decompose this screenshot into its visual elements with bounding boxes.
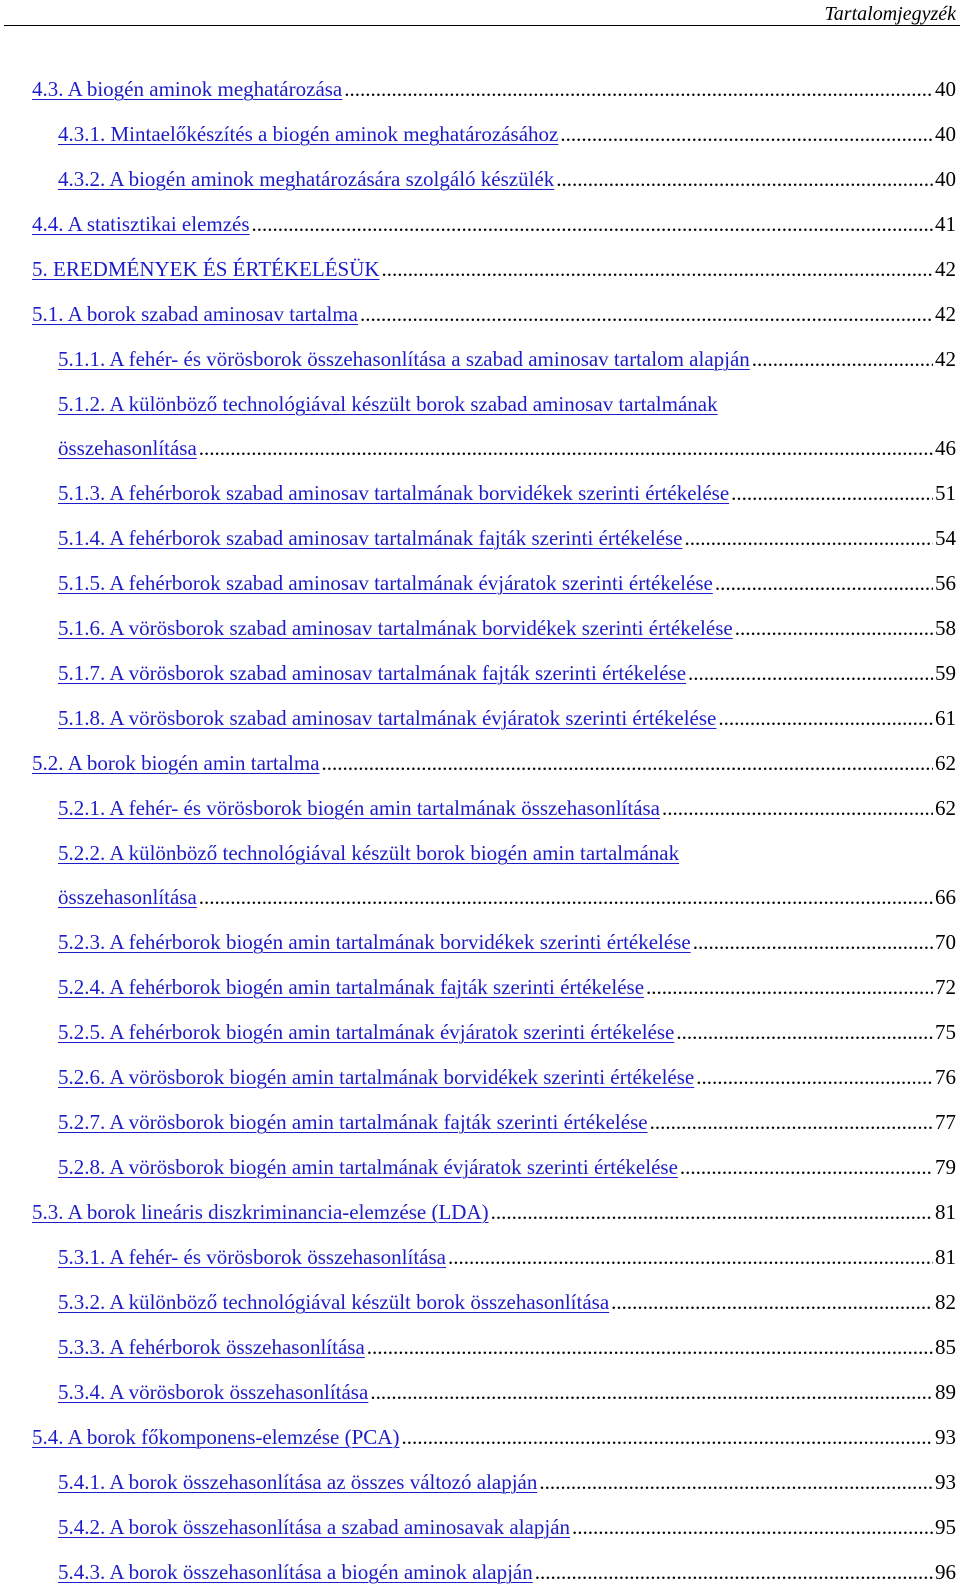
header-rule <box>4 25 960 26</box>
dot-leader <box>662 786 933 831</box>
toc-entry <box>0 920 960 965</box>
toc-entry <box>0 1460 960 1505</box>
dot-leader <box>688 651 933 696</box>
toc-entry <box>0 696 960 741</box>
dot-leader <box>382 247 933 292</box>
dot-leader <box>539 1460 933 1505</box>
page-number: 62 <box>935 751 956 775</box>
page-number: 79 <box>935 1155 956 1179</box>
toc-entry <box>0 202 960 247</box>
toc-entry <box>0 786 960 831</box>
toc-entry <box>0 741 960 786</box>
toc-entry-link[interactable]: összehasonlítása <box>58 885 197 909</box>
page-number: 93 <box>935 1470 956 1494</box>
toc-entry-link[interactable]: 5.1.3. A fehérborok szabad aminosav tartalmának borvidékek szerinti értékelése <box>58 481 730 505</box>
page-number: 54 <box>935 526 956 550</box>
page-number: 75 <box>935 1020 956 1044</box>
toc-entry-link[interactable]: 5.2. A borok biogén amin tartalma <box>32 751 320 775</box>
dot-leader <box>685 516 933 561</box>
toc-entry-link[interactable]: 5.4.3. A borok összehasonlítása a biogén aminok alapján <box>58 1560 533 1584</box>
toc-entry <box>0 516 960 561</box>
toc-entry-continuation <box>0 875 960 920</box>
toc-entry-link[interactable]: 5.3.4. A vörösborok összehasonlítása <box>58 1380 369 1404</box>
page-number: 46 <box>935 436 956 460</box>
toc-entry <box>0 1370 960 1415</box>
page-number: 85 <box>935 1335 956 1359</box>
toc-entry-link[interactable]: 5.2.3. A fehérborok biogén amin tartalmának borvidékek szerinti értékelése <box>58 930 691 954</box>
dot-leader <box>680 1145 933 1190</box>
dot-leader <box>401 1415 933 1460</box>
page-number: 81 <box>935 1200 956 1224</box>
dot-leader <box>448 1235 933 1280</box>
dot-leader <box>731 471 933 516</box>
toc-entry <box>0 1010 960 1055</box>
page-number: 77 <box>935 1110 956 1134</box>
page-number: 72 <box>935 975 956 999</box>
toc-entry <box>0 292 960 337</box>
toc-entry <box>0 471 960 516</box>
toc-entry-link[interactable]: 5.2.2. A különböző technológiával készült borok biogén amin tartalmának <box>58 841 680 865</box>
dot-leader <box>718 696 933 741</box>
toc-entry <box>0 1100 960 1145</box>
toc-entry-link[interactable]: 5.1.8. A vörösborok szabad aminosav tartalmának évjáratok szerinti értékelése <box>58 706 717 730</box>
dot-leader <box>199 875 933 920</box>
toc-entry-link[interactable]: 5.2.6. A vörösborok biogén amin tartalmának borvidékek szerinti értékelése <box>58 1065 695 1089</box>
toc-entry <box>0 382 960 426</box>
page-number: 82 <box>935 1290 956 1314</box>
dot-leader <box>676 1010 933 1055</box>
page-number: 40 <box>935 122 956 146</box>
dot-leader <box>252 202 933 247</box>
toc-entry <box>0 247 960 292</box>
page-number: 96 <box>935 1560 956 1584</box>
dot-leader <box>646 965 933 1010</box>
toc-entry-link[interactable]: 5.1.5. A fehérborok szabad aminosav tartalmának évjáratok szerinti értékelése <box>58 571 713 595</box>
toc-entry <box>0 1190 960 1235</box>
page-number: 93 <box>935 1425 956 1449</box>
toc-entry <box>0 112 960 157</box>
toc-entry-link[interactable]: 5.2.5. A fehérborok biogén amin tartalmának évjáratok szerinti értékelése <box>58 1020 675 1044</box>
dot-leader <box>650 1100 933 1145</box>
page-number: 40 <box>935 77 956 101</box>
toc-entry <box>0 965 960 1010</box>
toc-entry-link[interactable]: 4.3.2. A biogén aminok meghatározására szolgáló készülék <box>58 167 555 191</box>
page-number: 58 <box>935 616 956 640</box>
toc-entry-link[interactable]: 4.3.1. Mintaelőkészítés a biogén aminok meghatározásához <box>58 122 559 146</box>
page-number: 59 <box>935 661 956 685</box>
toc-entry-link[interactable]: 5. EREDMÉNYEK ÉS ÉRTÉKELÉSÜK <box>32 257 380 281</box>
page-number: 41 <box>935 212 956 236</box>
toc-entry-link[interactable]: 5.3. A borok lineáris diszkriminancia-elemzése (LDA) <box>32 1200 489 1224</box>
toc-entry-link[interactable]: 5.4.1. A borok összehasonlítása az összes változó alapján <box>58 1470 538 1494</box>
page-number: 40 <box>935 167 956 191</box>
toc-entry-link[interactable]: 5.1.7. A vörösborok szabad aminosav tartalmának fajták szerinti értékelése <box>58 661 687 685</box>
toc-entry <box>0 1325 960 1370</box>
page-number: 81 <box>935 1245 956 1269</box>
toc-entry <box>0 157 960 202</box>
page-number: 61 <box>935 706 956 730</box>
toc-entry-link[interactable]: 5.1.6. A vörösborok szabad aminosav tartalmának borvidékek szerinti értékelése <box>58 616 733 640</box>
toc-entry <box>0 1550 960 1595</box>
dot-leader <box>611 1280 933 1325</box>
toc-entry <box>0 561 960 606</box>
page-number: 66 <box>935 885 956 909</box>
toc-entry-link[interactable]: 5.2.1. A fehér- és vörösborok biogén amin tartalmának összehasonlítása <box>58 796 661 820</box>
toc-entry <box>0 1055 960 1100</box>
toc-entry-link[interactable]: 5.2.4. A fehérborok biogén amin tartalmának fajták szerinti értékelése <box>58 975 645 999</box>
toc-entry-link[interactable]: 5.4.2. A borok összehasonlítása a szabad aminosavak alapján <box>58 1515 571 1539</box>
page-number: 95 <box>935 1515 956 1539</box>
dot-leader <box>752 337 933 382</box>
page-number: 51 <box>935 481 956 505</box>
dot-leader <box>199 426 933 471</box>
running-header: Tartalomjegyzék <box>824 3 956 25</box>
page-number: 42 <box>935 302 956 326</box>
toc-entry <box>0 651 960 696</box>
dot-leader <box>693 920 933 965</box>
toc-entry-link[interactable]: 5.2.7. A vörösborok biogén amin tartalmának fajták szerinti értékelése <box>58 1110 648 1134</box>
dot-leader <box>322 741 933 786</box>
toc-entry-link[interactable]: 5.3.3. A fehérborok összehasonlítása <box>58 1335 365 1359</box>
dot-leader <box>572 1505 933 1550</box>
dot-leader <box>535 1550 933 1595</box>
dot-leader <box>370 1370 933 1415</box>
toc-entry-link[interactable]: 5.2.8. A vörösborok biogén amin tartalmának évjáratok szerinti értékelése <box>58 1155 678 1179</box>
dot-leader <box>556 157 933 202</box>
toc-entry-link[interactable]: 5.1.1. A fehér- és vörösborok összehasonlítása a szabad aminosav tartalom alapján <box>58 347 750 371</box>
toc-entry <box>0 337 960 382</box>
toc-entry <box>0 1415 960 1460</box>
dot-leader <box>560 112 933 157</box>
toc-entry <box>0 1235 960 1280</box>
toc-entry-continuation <box>0 426 960 471</box>
page-number: 62 <box>935 796 956 820</box>
toc-entry-link[interactable]: 4.4. A statisztikai elemzés <box>32 212 250 236</box>
page-number: 42 <box>935 257 956 281</box>
page-number: 76 <box>935 1065 956 1089</box>
toc-entry-link[interactable]: 5.1.4. A fehérborok szabad aminosav tartalmának fajták szerinti értékelése <box>58 526 683 550</box>
dot-leader <box>715 561 933 606</box>
toc-entry-link[interactable]: 5.1.2. A különböző technológiával készült borok szabad aminosav tartalmának <box>58 392 718 416</box>
table-of-contents <box>0 67 960 1595</box>
dot-leader <box>367 1325 933 1370</box>
dot-leader <box>491 1190 933 1235</box>
dot-leader <box>360 292 933 337</box>
toc-entry <box>0 67 960 112</box>
page-number: 89 <box>935 1380 956 1404</box>
dot-leader <box>344 67 933 112</box>
dot-leader <box>735 606 933 651</box>
page-number: 56 <box>935 571 956 595</box>
toc-entry <box>0 831 960 875</box>
toc-entry-link[interactable]: 5.1. A borok szabad aminosav tartalma <box>32 302 359 326</box>
toc-entry-link[interactable]: 4.3. A biogén aminok meghatározása <box>32 77 343 101</box>
toc-entry <box>0 1280 960 1325</box>
toc-entry <box>0 1145 960 1190</box>
toc-entry-link[interactable]: összehasonlítása <box>58 436 197 460</box>
toc-entry <box>0 606 960 651</box>
toc-entry-link[interactable]: 5.3.2. A különböző technológiával készült borok összehasonlítása <box>58 1290 610 1314</box>
toc-entry <box>0 1505 960 1550</box>
toc-entry-link[interactable]: 5.4. A borok főkomponens-elemzése (PCA) <box>32 1425 400 1449</box>
toc-entry-link[interactable]: 5.3.1. A fehér- és vörösborok összehasonlítása <box>58 1245 446 1269</box>
page-number: 70 <box>935 930 956 954</box>
dot-leader <box>696 1055 933 1100</box>
page-number: 42 <box>935 347 956 371</box>
